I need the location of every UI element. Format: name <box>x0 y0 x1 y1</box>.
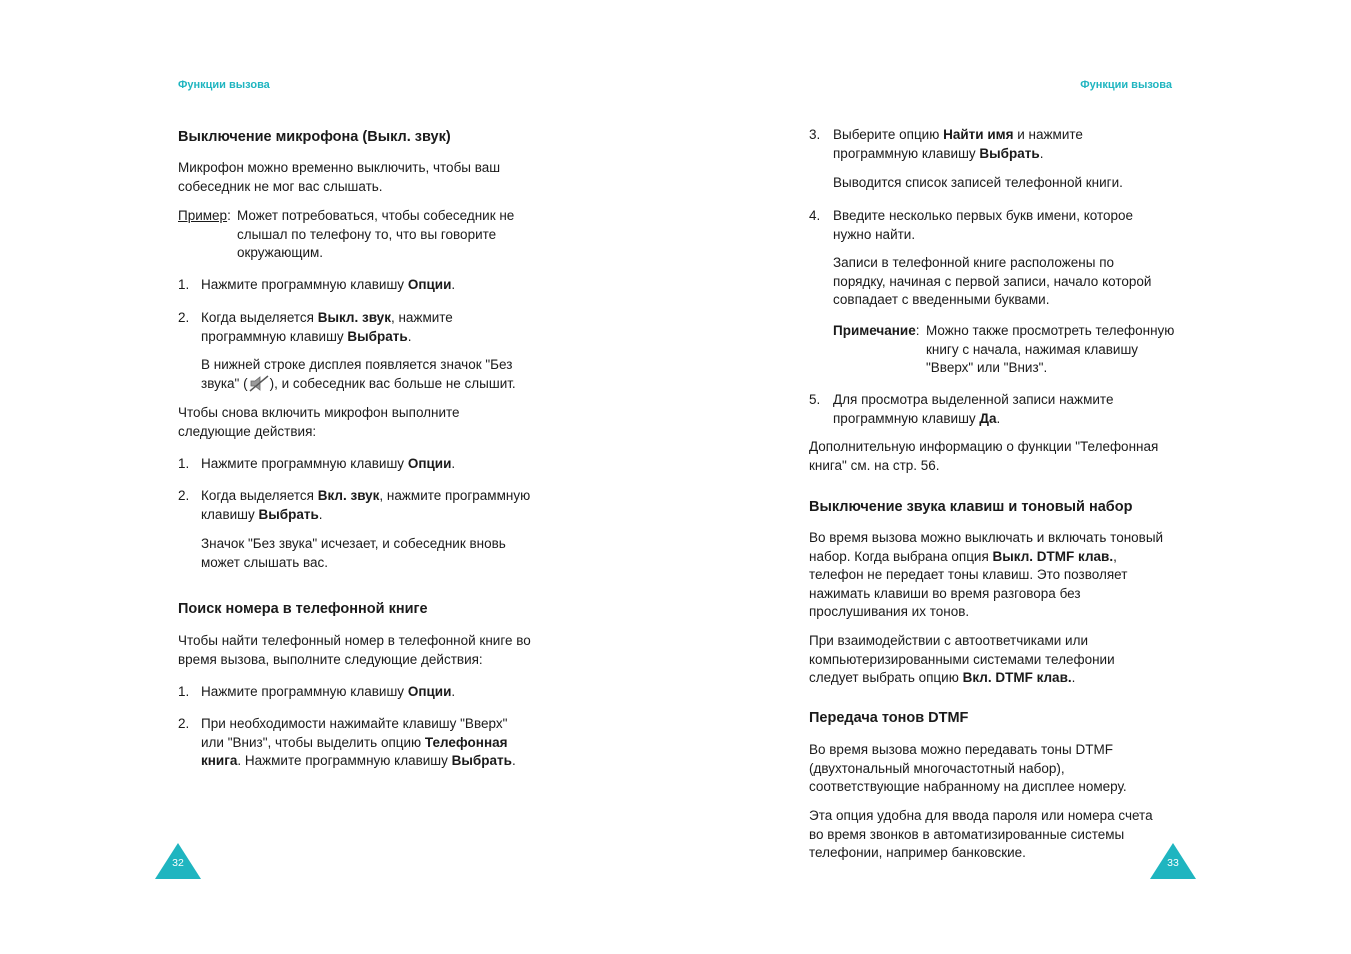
step-text <box>201 276 455 295</box>
key-tones-para-2 <box>809 632 1115 688</box>
text-line: В нижней строке дисплея появляется значок "Без <box>201 357 513 372</box>
running-header: Функции вызова <box>178 79 270 91</box>
bold-term: Выбрать <box>451 753 512 768</box>
text-span: и нажмите <box>1013 127 1083 142</box>
more-info <box>809 438 1158 475</box>
text-line: телефонии, например банковские. <box>809 845 1026 860</box>
text-span: Нажмите программную клавишу <box>201 277 408 292</box>
step-number: 1. <box>178 684 190 699</box>
step-note <box>201 535 506 572</box>
text-line: Во время вызова можно передавать тоны DTMF <box>809 742 1113 757</box>
text-line: телефон не передает тоны клавиш. Это позволяет <box>809 567 1128 582</box>
mute-intro <box>178 159 500 196</box>
text-span: Нажмите программную клавишу <box>201 456 408 471</box>
section-title-phonebook-search: Поиск номера в телефонной книге <box>178 601 428 617</box>
step-text <box>201 487 530 524</box>
bold-term: Найти имя <box>943 127 1014 142</box>
text-span: , нажмите программную <box>379 488 531 503</box>
text-span: . <box>407 328 412 344</box>
bold-term: Опции <box>407 456 452 471</box>
step-text <box>833 126 1083 163</box>
text-line: (двухтональный многочастотный набор), <box>809 760 1065 776</box>
text-span: ), и собеседник вас больше не слышит. <box>269 375 516 391</box>
step-number: 4. <box>809 208 821 223</box>
text-span: . <box>318 506 323 522</box>
step-text <box>833 391 1113 428</box>
bold-term: Выкл. звук <box>317 310 391 325</box>
bold-term: Опции <box>407 684 452 699</box>
text-span: Нажмите программную клавишу <box>201 684 408 699</box>
step-number: 3. <box>809 127 821 142</box>
text-line: Во время вызова можно выключать и включать тоновый <box>809 530 1164 545</box>
dtmf-para-1 <box>809 741 1127 797</box>
text-span: , нажмите <box>390 310 453 325</box>
text-span: программную клавишу <box>833 410 980 426</box>
text-line: во время звонков в автоматизированные системы <box>809 826 1125 842</box>
running-header: Функции вызова <box>1080 79 1172 91</box>
text-span: звука" ( <box>201 375 248 391</box>
text-line: следующие действия: <box>178 423 317 439</box>
text-line: собеседник не мог вас слышать. <box>178 178 383 194</box>
step-note <box>201 356 516 393</box>
bold-term: Выбрать <box>347 328 408 344</box>
step-number: 5. <box>809 392 821 407</box>
bold-term: Выбрать <box>979 145 1040 161</box>
text-line: Записи в телефонной книге расположены по <box>833 255 1115 270</box>
bold-term: Выкл. DTMF клав. <box>992 548 1114 564</box>
text-span: клавишу <box>201 506 259 522</box>
step-note <box>833 254 1151 310</box>
unmute-intro <box>178 404 460 441</box>
text-span: Когда выделяется <box>201 488 318 503</box>
text-line: При взаимодействии с автоответчиками или <box>809 633 1089 648</box>
example-colon: : <box>227 208 231 223</box>
step-text <box>201 715 516 771</box>
section-title-key-tones: Выключение звука клавиш и тоновый набор <box>809 499 1133 515</box>
step-number: 2. <box>178 488 190 503</box>
step-text <box>833 207 1133 244</box>
text-line: прослушивания их тонов. <box>809 604 970 619</box>
text-line: При необходимости нажимайте клавишу "Вверх" <box>201 716 508 731</box>
bold-term: Выбрать <box>258 506 319 522</box>
text-span: . <box>451 456 456 471</box>
step-note: Выводится список записей телефонной книги. <box>833 175 1123 190</box>
text-line: может слышать вас. <box>201 554 329 570</box>
bold-term: Телефонная <box>424 734 508 750</box>
step-text <box>201 455 455 474</box>
text-span: . <box>511 753 516 768</box>
text-line: Эта опция удобна для ввода пароля или номера счета <box>809 808 1153 823</box>
text-line: Введите несколько первых букв имени, которое <box>833 208 1134 223</box>
key-tones-para-1 <box>809 529 1163 622</box>
text-span: Когда выделяется <box>201 310 318 325</box>
step-number: 2. <box>178 310 190 325</box>
text-line: нажимать клавиши во время разговора без <box>809 585 1081 601</box>
text-line: время вызова, выполните следующие действия: <box>178 651 483 667</box>
text-span: следует выбрать опцию <box>809 670 963 685</box>
text-line: Чтобы снова включить микрофон выполните <box>178 405 460 420</box>
text-line: соответствующие набранному на дисплее номеру. <box>809 779 1127 794</box>
text-span: . <box>451 684 456 699</box>
page-number-badge <box>1150 843 1196 879</box>
text-line: книгу с начала, нажимая клавишу <box>926 341 1139 357</box>
text-line: Для просмотра выделенной записи нажмите <box>833 392 1114 407</box>
text-line: слышал по телефону то, что вы говорите <box>237 226 497 242</box>
phonebook-intro <box>178 632 531 669</box>
page-number-badge <box>155 843 201 879</box>
dtmf-para-2 <box>809 807 1153 863</box>
step-number: 1. <box>178 277 190 292</box>
text-span: . <box>1039 145 1044 161</box>
mute-speaker-icon <box>248 375 270 392</box>
page-number: 33 <box>1167 857 1179 869</box>
text-line: Дополнительную информацию о функции "Телефонная <box>809 439 1159 454</box>
step-text <box>201 683 455 702</box>
text-line: книга" см. на стр. 56. <box>809 457 940 473</box>
text-line: окружающим. <box>237 245 324 260</box>
bold-term: Да <box>979 410 997 426</box>
remark-label-text: Примечание <box>833 323 916 338</box>
text-span: , <box>1113 548 1117 564</box>
example-label <box>178 207 231 226</box>
text-span: программную клавишу <box>833 145 980 161</box>
text-line: компьютеризированными системами телефонии <box>809 651 1115 667</box>
right-page <box>676 0 1351 954</box>
bold-term: книга <box>201 753 238 768</box>
text-span: или "Вниз", чтобы выделить опцию <box>201 734 425 750</box>
text-span: Выберите опцию <box>833 127 944 142</box>
step-number: 1. <box>178 456 190 471</box>
text-line: Может потребоваться, чтобы собеседник не <box>237 208 515 223</box>
text-span: . <box>451 277 456 292</box>
text-span: набор. Когда выбрана опция <box>809 548 993 564</box>
remark-colon: : <box>915 323 920 338</box>
bold-term: Опции <box>407 277 452 292</box>
bold-term: Вкл. звук <box>317 488 380 503</box>
section-title-mute: Выключение микрофона (Выкл. звук) <box>178 129 451 145</box>
text-line: совпадает с введенными буквами. <box>833 292 1050 307</box>
page-number: 32 <box>172 857 184 869</box>
text-line: порядку, начиная с первой записи, начало которой <box>833 273 1152 289</box>
text-line: Чтобы найти телефонный номер в телефонной книге во <box>178 633 531 648</box>
text-line: Значок "Без звука" исчезает, и собеседник вновь <box>201 536 506 551</box>
remark-text <box>926 322 1174 378</box>
text-span: . <box>996 410 1001 426</box>
text-line: Микрофон можно временно выключить, чтобы ваш <box>178 160 501 175</box>
remark-label <box>833 322 919 341</box>
example-text <box>237 207 514 263</box>
left-page <box>0 0 675 954</box>
section-title-dtmf: Передача тонов DTMF <box>809 710 969 726</box>
step-text <box>201 309 453 346</box>
text-span: программную клавишу <box>201 328 348 344</box>
bold-term: Вкл. DTMF клав. <box>962 670 1072 685</box>
text-span: . <box>1071 670 1076 685</box>
example-label-text: Пример <box>178 208 228 223</box>
text-line: "Вверх" или "Вниз". <box>926 360 1048 375</box>
text-line: нужно найти. <box>833 226 916 242</box>
text-line: Можно также просмотреть телефонную <box>926 323 1175 338</box>
text-span: . Нажмите программную клавишу <box>237 753 452 768</box>
step-number: 2. <box>178 716 190 731</box>
